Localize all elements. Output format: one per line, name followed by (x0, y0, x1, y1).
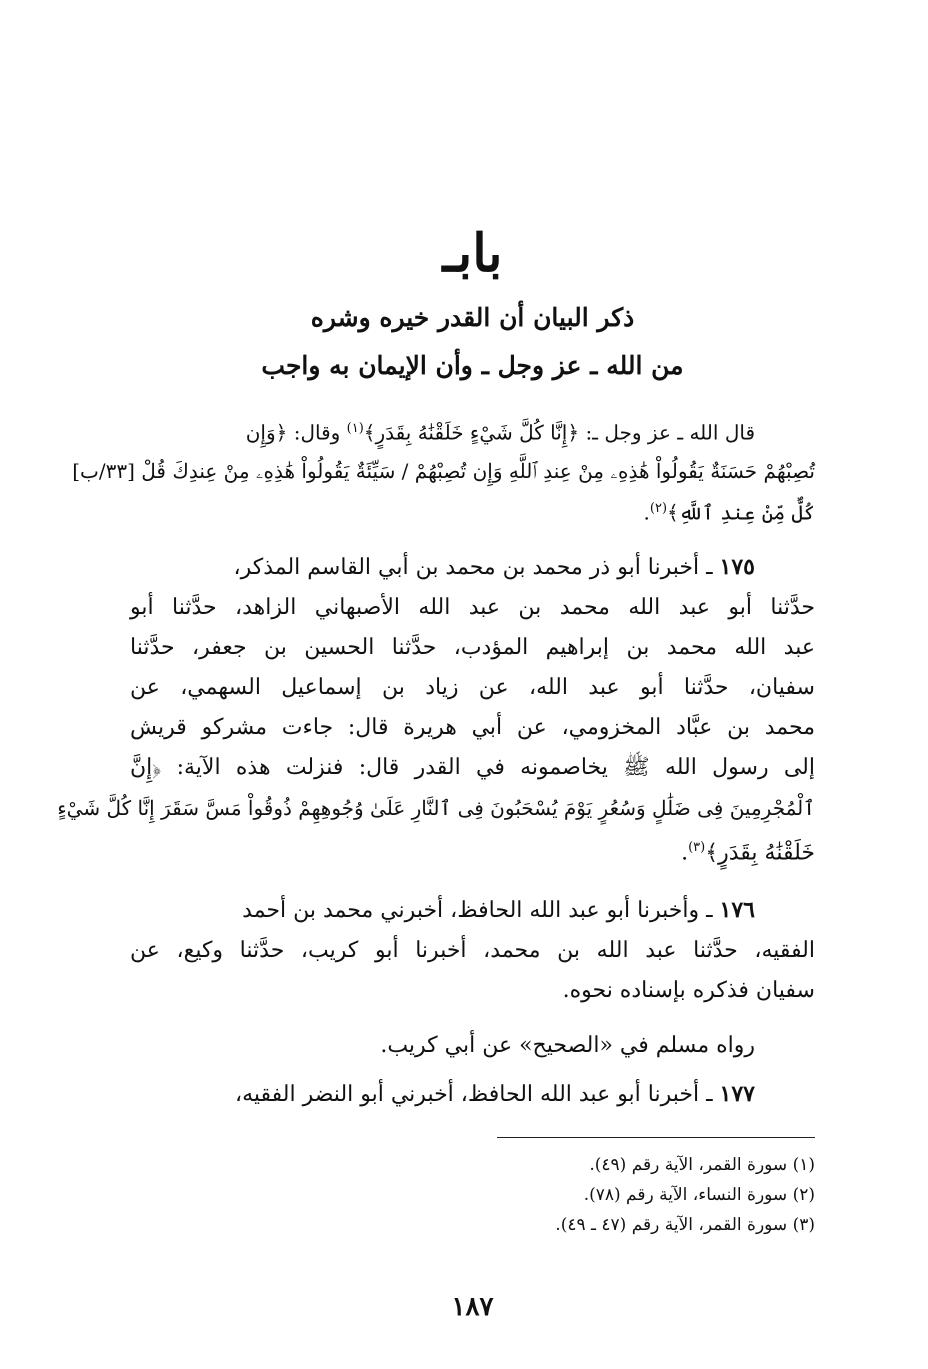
book-page (57, 0, 815, 1369)
footnote-ref[interactable]: (١) (346, 421, 364, 436)
paragraph-line: حدَّثنا أبو عبد الله محمد بن عبد الله الأصبهاني الزاهد، حدَّثنا أبو (130, 595, 815, 620)
paragraph-line: ١٧٦ ـ وأخبرنا أبو عبد الله الحافظ، أخبرني محمد بن أحمد (242, 897, 755, 923)
chapter-title: بابـ (442, 223, 503, 284)
intro-line: كُلٌّ مِّنْ عِندِ ٱللَّهِ﴾$^{(٢)}$. (643, 500, 815, 525)
chapter-subtitle-line-1: ذكر البيان أن القدر خيره وشره (310, 303, 635, 332)
paragraph-line: الفقيه، حدَّثنا عبد الله بن محمد، أخبرنا أبو كريب، حدَّثنا وكيع، عن (130, 938, 815, 963)
footnote-ref[interactable]: (٢) (649, 500, 668, 516)
paragraph-line: إلى رسول الله ﷺ يخاصمونه في القدر قال: فنزلت هذه الآية: ﴿إِنَّ (130, 755, 815, 780)
footnotes (415, 1150, 815, 1240)
hadith-176-paragraph (130, 890, 815, 1011)
paragraph-line: خَلَقْنَٰهُ بِقَدَرٍ﴾$^{(٣)}$. (681, 840, 815, 866)
footnote-ref[interactable]: (٣) (688, 840, 706, 855)
footnote-1: (١) سورة القمر، الآية رقم (٤٩). (589, 1155, 815, 1175)
paragraph-line: ١٧٥ ـ أخبرنا أبو ذر محمد بن محمد بن أبي القاسم المذكر، (233, 554, 755, 580)
footnote-2: (٢) سورة النساء، الآية رقم (٧٨). (583, 1185, 815, 1205)
paragraph-line: رواه مسلم في «الصحيح» عن أبي كريب. (380, 1033, 755, 1058)
paragraph-line: عبد الله محمد بن إبراهيم المؤدب، حدَّثنا الحسين بن جعفر، حدَّثنا (130, 635, 815, 660)
paragraph-line: محمد بن عبَّاد المخزومي، عن أبي هريرة قال: جاءت مشركو قريش (130, 715, 815, 740)
intro-line: قال الله ـ عز وجل ـ: ﴿إِنَّا كُلَّ شَيْءٍ خَلَقْنَٰهُ بِقَدَرٍ﴾$^{(١)}$ وقال: ﴿وَإِن (245, 420, 755, 445)
paragraph-line: سفيان، حدَّثنا أبو عبد الله، عن زياد بن إسماعيل السهمي، عن (130, 675, 815, 700)
intro-paragraph (72, 410, 815, 531)
paragraph-line: ١٧٧ ـ أخبرنا أبو عبد الله الحافظ، أخبرني أبو النضر الفقيه، (234, 1081, 755, 1107)
paragraph-line: ٱلْمُجْرِمِينَ فِى ضَلَٰلٍ وَسُعُرٍ يَوْمَ يُسْحَبُونَ فِى ٱلنَّارِ عَلَىٰ وُجُوهِهِمْ ذُوقُواْ مَسَّ سَقَرَ إِنَّا كُلَّ شَيْءٍ (57, 796, 815, 820)
page-number: ١٨٧ (451, 1292, 494, 1322)
muslim-note-paragraph (130, 1026, 815, 1066)
intro-line: تُصِبْهُمْ حَسَنَةٌ يَقُولُواْ هَٰذِهِۦ مِنْ عِندِ ٱللَّهِ وَإِن تُصِبْهُمْ / سَيِّئَةٌ يَقُولُواْ هَٰذِهِۦ مِنْ عِندِكَ قُلْ [٣٣/ب] (72, 458, 815, 483)
footnote-3: (٣) سورة القمر، الآية رقم (٤٧ ـ ٤٩). (555, 1215, 815, 1235)
footnote-separator (497, 1137, 815, 1138)
hadith-177-paragraph (130, 1074, 815, 1115)
paragraph-line: سفيان فذكره بإسناده نحوه. (562, 978, 815, 1003)
hadith-number: ١٧٦ (719, 897, 755, 923)
hadith-175-paragraph (57, 547, 815, 873)
hadith-number: ١٧٧ (719, 1081, 755, 1107)
hadith-number: ١٧٥ (719, 554, 755, 580)
chapter-subtitle-line-2: من الله ـ عز وجل ـ وأن الإيمان به واجب (261, 351, 684, 380)
